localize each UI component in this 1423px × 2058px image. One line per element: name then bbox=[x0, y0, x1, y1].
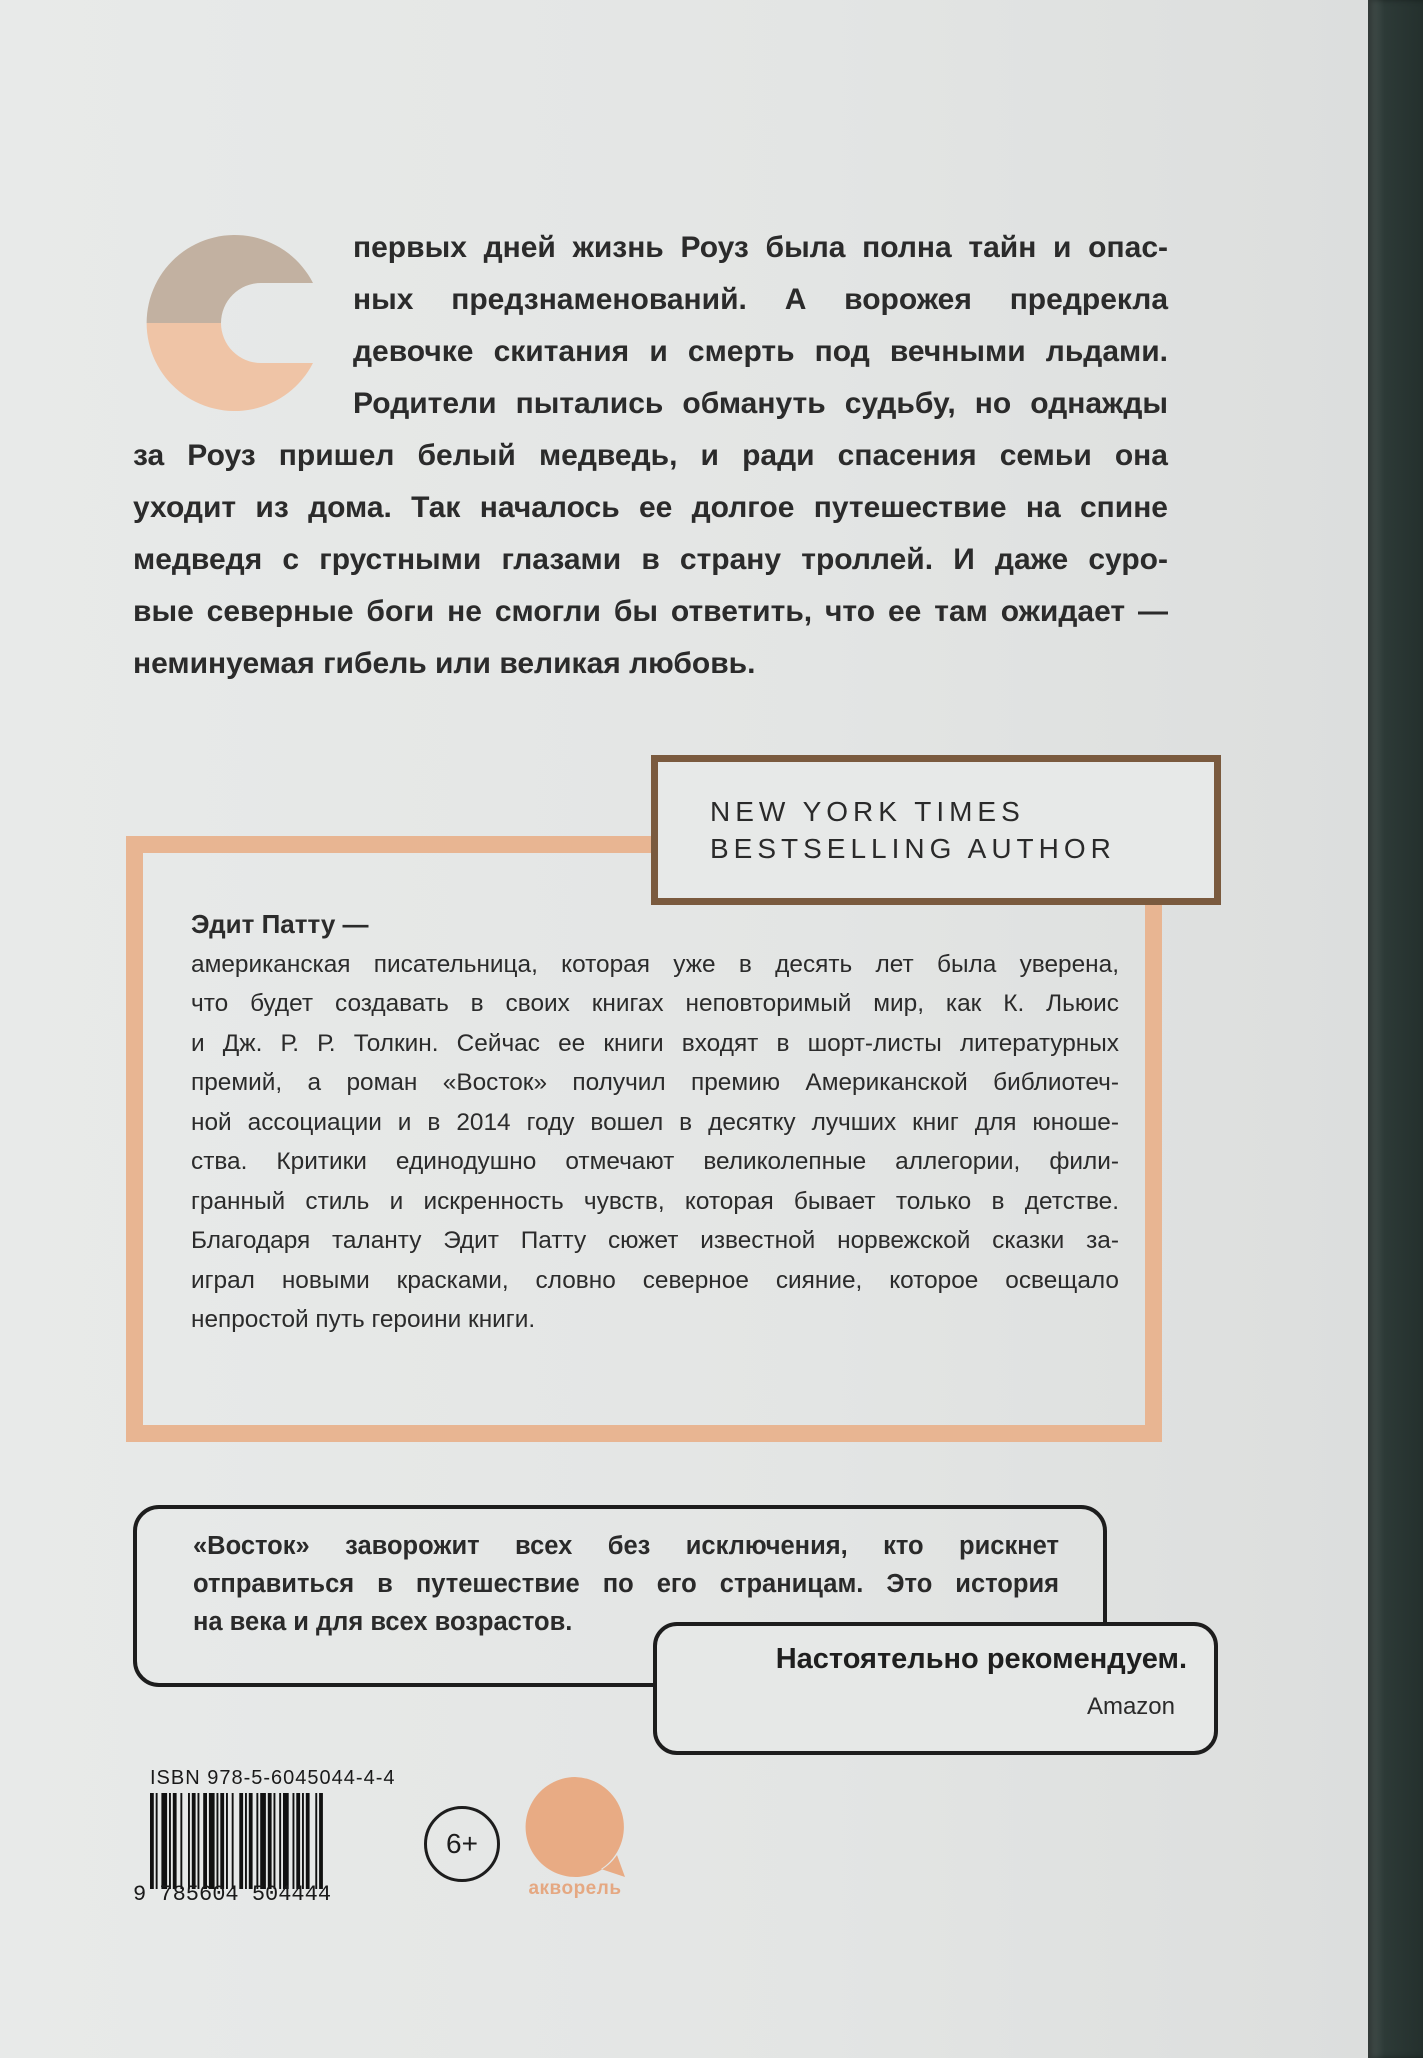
bio-line: играл новыми красками, словно северное сияние, которое освещало bbox=[191, 1266, 1119, 1294]
author-bio bbox=[191, 905, 1119, 1340]
recommendation-text: Настоятельно рекомендуем. bbox=[775, 1643, 1187, 1675]
bio-line: ной ассоциации и в 2014 году вошел в десятку лучших книг для юноше- bbox=[191, 1108, 1119, 1136]
bio-line: Благодаря таланту Эдит Патту сюжет известной норвежской сказки за- bbox=[191, 1227, 1119, 1254]
synopsis-line: первых дней жизнь Роуз была полна тайн и опас- bbox=[353, 231, 1168, 264]
bio-line: что будет создавать в своих книгах неповторимый мир, как К. Льюис bbox=[191, 990, 1119, 1017]
quote-line: отправиться в путешествие по его страницам. Это история bbox=[193, 1570, 1059, 1598]
bio-line: ства. Критики единодушно отмечают великолепные аллегории, фили- bbox=[191, 1148, 1119, 1175]
synopsis-line: медведя с грустными глазами в страну троллей. И даже суро- bbox=[133, 543, 1168, 576]
bio-line: премий, а роман «Восток» получил премию Американской библиотеч- bbox=[191, 1069, 1119, 1096]
badge-line-2: BESTSELLING AUTHOR bbox=[710, 833, 1116, 864]
age-rating-badge: 6+ bbox=[424, 1806, 500, 1882]
bestseller-badge bbox=[651, 755, 1221, 905]
review-source: Amazon bbox=[1086, 1693, 1175, 1720]
synopsis-line: уходит из дома. Так началось ее долгое путешествие на спине bbox=[133, 491, 1168, 524]
bio-line: гранный стиль и искренность чувств, которая бывает только в детстве. bbox=[191, 1187, 1119, 1215]
barcode bbox=[150, 1793, 380, 1889]
synopsis-line: за Роуз пришел белый медведь, и ради спасения семьи она bbox=[133, 439, 1168, 472]
badge-line-1: NEW YORK TIMES bbox=[710, 796, 1025, 827]
publisher-name: акворель bbox=[528, 1878, 622, 1899]
author-name: Эдит Патту — bbox=[191, 909, 369, 939]
barcode-digits: 9 785604 504444 bbox=[133, 1882, 332, 1907]
synopsis-line: девочке скитания и смерть под вечными льдами. bbox=[353, 335, 1168, 368]
bio-line: и Дж. Р. Р. Толкин. Сейчас ее книги входят в шорт-листы литературных bbox=[191, 1029, 1119, 1057]
bio-line: американская писательница, которая уже в десять лет была уверена, bbox=[191, 950, 1119, 978]
quote-line: «Восток» заворожит всех без исключения, кто рискнет bbox=[193, 1532, 1059, 1560]
synopsis-text bbox=[133, 222, 1168, 690]
synopsis-line: ных предзнаменований. А ворожея предрекла bbox=[353, 283, 1168, 316]
synopsis-line: вые северные боги не смогли бы ответить, что ее там ожидает — bbox=[133, 595, 1168, 628]
synopsis-line: Родители пытались обмануть судьбу, но однажды bbox=[353, 387, 1168, 420]
isbn-label: ISBN 978-5-6045044-4-4 bbox=[150, 1767, 396, 1789]
publisher-logo-icon bbox=[521, 1773, 629, 1891]
bio-line: непростой путь героини книги. bbox=[191, 1306, 536, 1333]
synopsis-line: неминуемая гибель или великая любовь. bbox=[133, 647, 756, 680]
book-spine bbox=[1368, 0, 1423, 2058]
recommendation-bubble bbox=[653, 1622, 1218, 1755]
quote-line: на века и для всех возрастов. bbox=[193, 1608, 573, 1636]
